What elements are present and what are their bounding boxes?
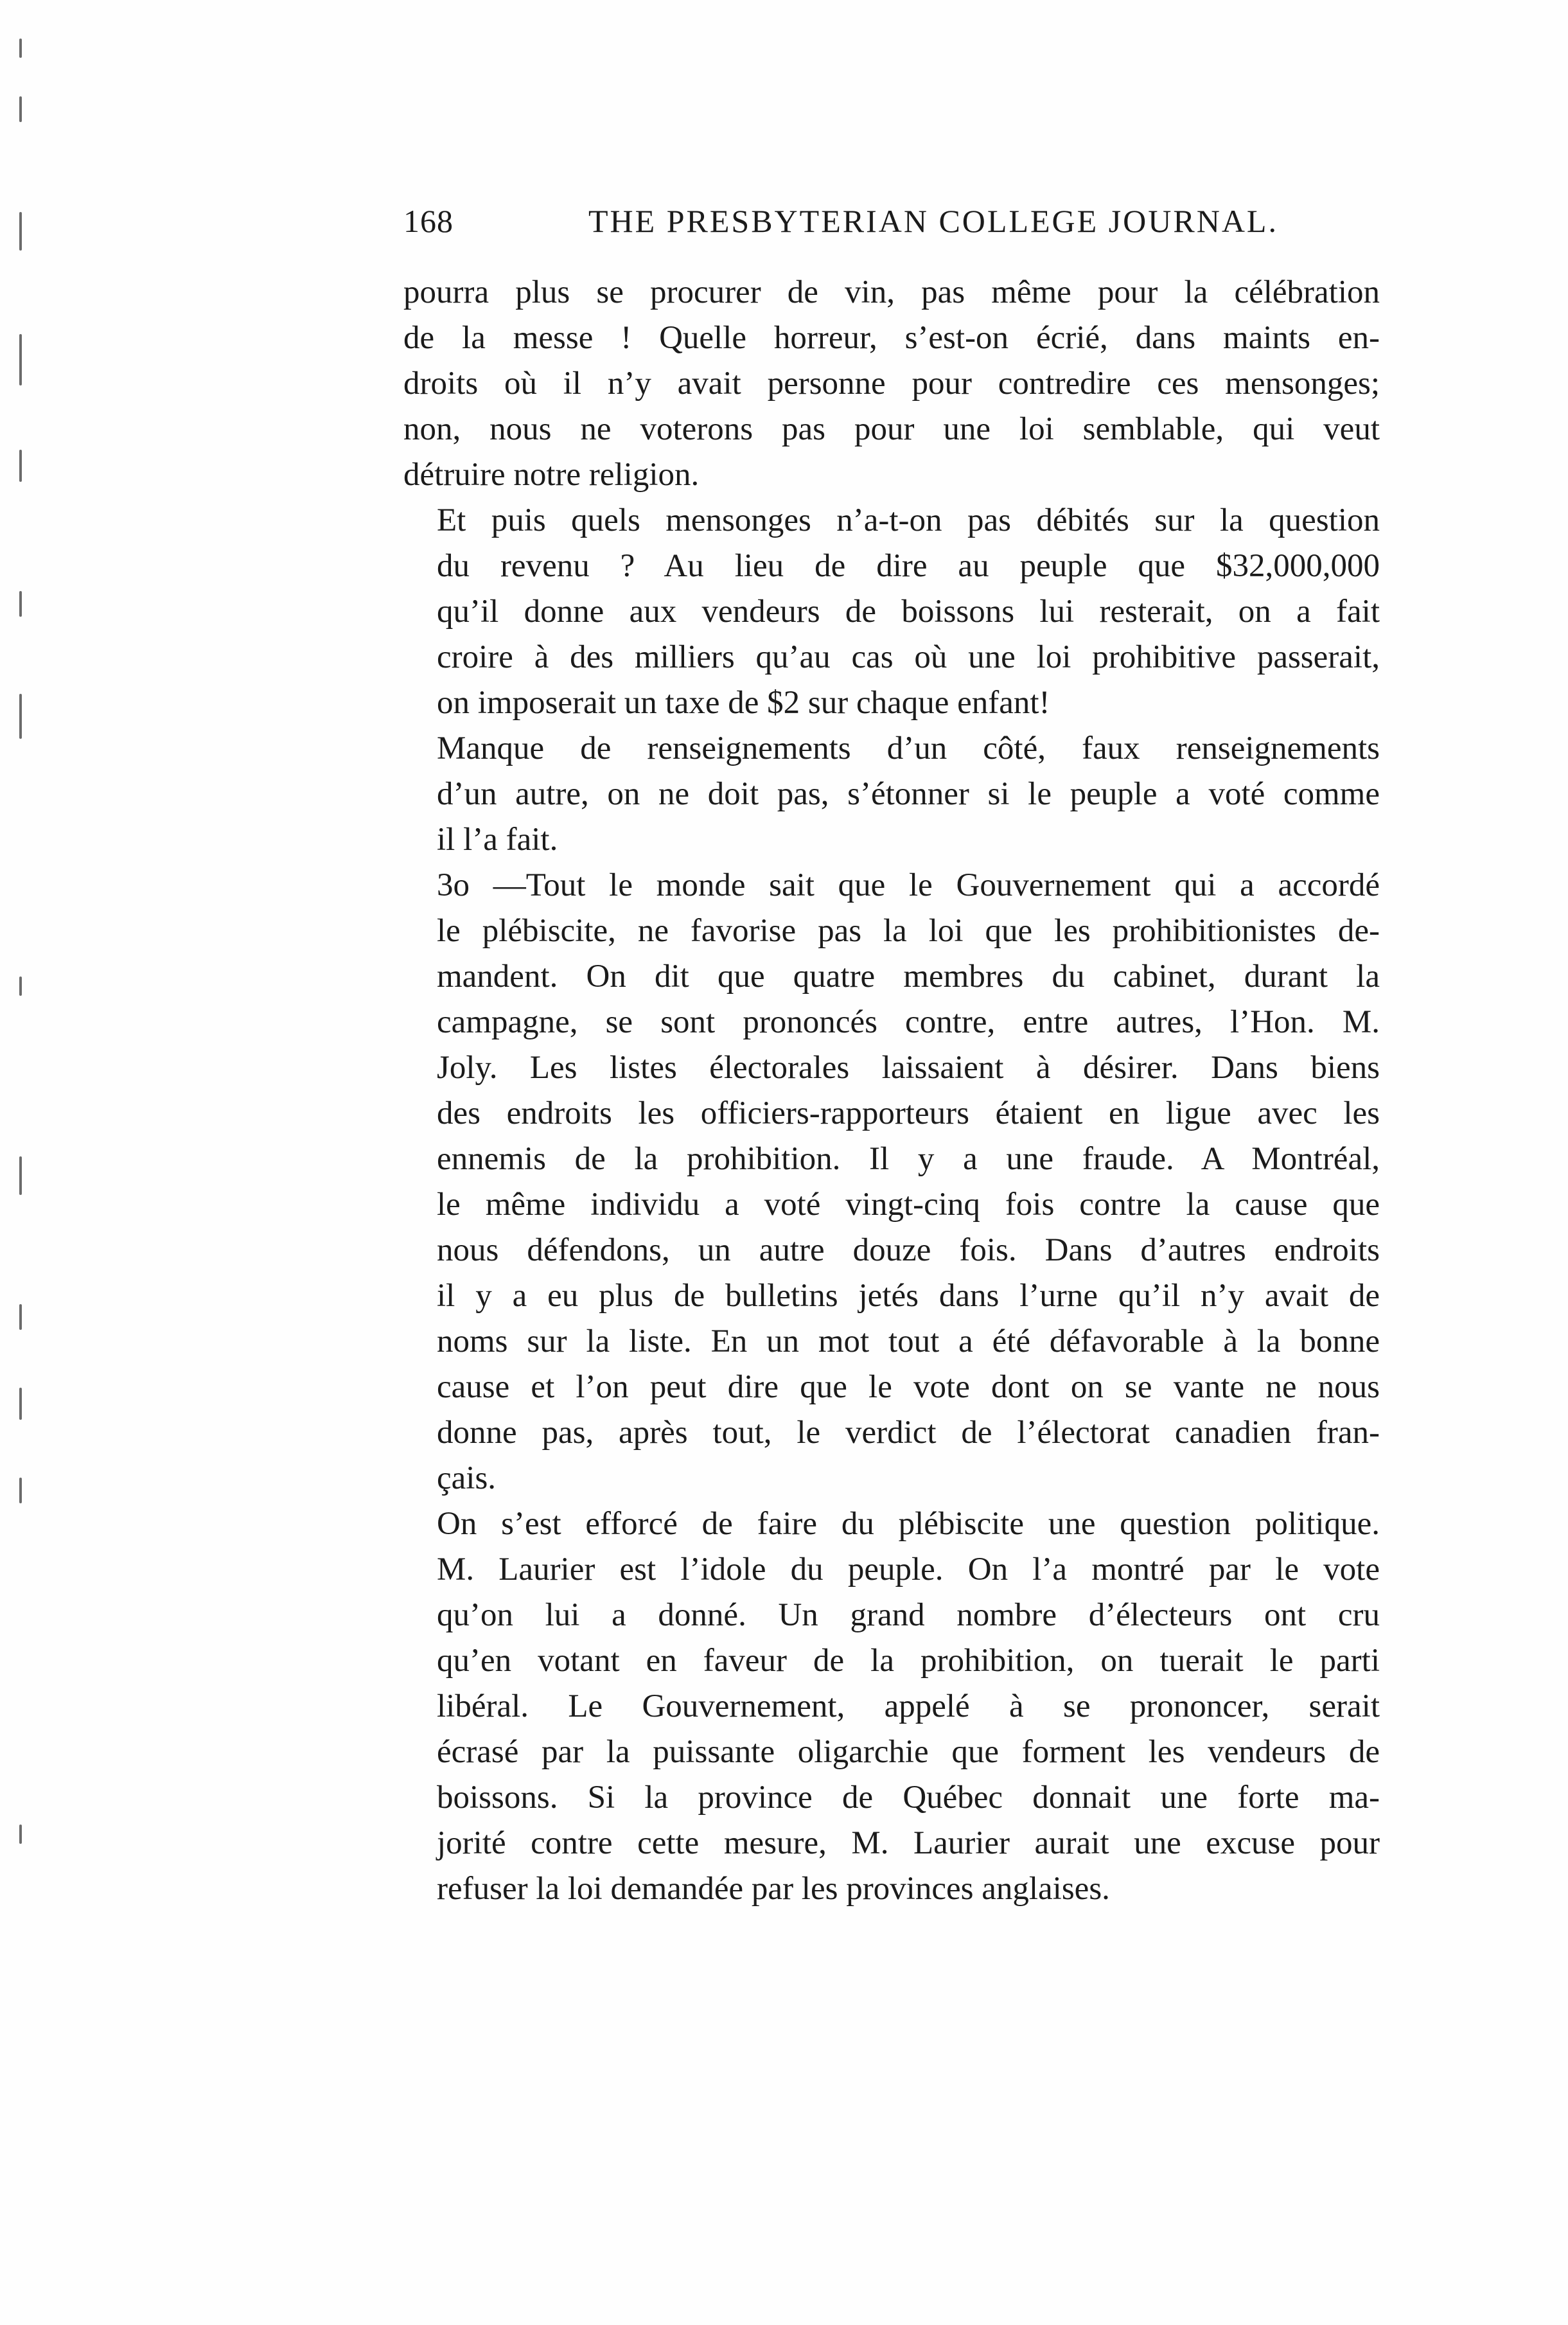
text-line: M. Laurier est l’idole du peuple. On l’a montré par le vote (437, 1551, 1380, 1587)
paragraph (403, 863, 1380, 1501)
text-line: droits où il n’y avait personne pour contredire ces mensonges; (403, 366, 1380, 402)
scan-speck (19, 39, 22, 58)
text-line: jorité contre cette mesure, M. Laurier aurait une excuse pour (437, 1825, 1380, 1861)
scan-speck (19, 450, 22, 482)
text-line: non, nous ne voterons pas pour une loi semblable, qui veut (403, 411, 1380, 447)
scan-speck (19, 591, 22, 617)
text-line: de la messe ! Quelle horreur, s’est-on écrié, dans maints en- (403, 320, 1380, 356)
scan-speck (19, 1825, 22, 1844)
scan-speck (19, 1388, 22, 1420)
scan-speck (19, 334, 22, 385)
text-line: donne pas, après tout, le verdict de l’électorat canadien fran- (437, 1415, 1380, 1451)
text-line: d’un autre, on ne doit pas, s’étonner si le peuple a voté comme (437, 776, 1380, 812)
text-line: détruire notre religion. (403, 457, 700, 493)
text-line: campagne, se sont prononcés contre, entre autres, l’Hon. M. (437, 1004, 1380, 1040)
page-number: 168 (403, 203, 454, 239)
text-line: croire à des milliers qu’au cas où une loi prohibitive passerait, (437, 639, 1380, 675)
text-line: boissons. Si la province de Québec donnait une forte ma- (437, 1780, 1380, 1816)
text-line: cause et l’on peut dire que le vote dont on se vante ne nous (437, 1369, 1380, 1405)
text-line: 3o —Tout le monde sait que le Gouvernement qui a accordé (437, 867, 1380, 903)
text-line: qu’on lui a donné. Un grand nombre d’électeurs ont cru (437, 1597, 1380, 1633)
text-line: le plébiscite, ne favorise pas la loi que les prohibitionistes de- (437, 913, 1380, 949)
text-line: qu’il donne aux vendeurs de boissons lui resterait, on a fait (437, 594, 1380, 630)
text-line: qu’en votant en faveur de la prohibition, on tuerait le parti (437, 1643, 1380, 1679)
text-line: On s’est efforcé de faire du plébiscite une question politique. (437, 1506, 1380, 1542)
scan-speck (19, 977, 22, 996)
paragraph (403, 498, 1380, 726)
text-line: Joly. Les listes électorales laissaient à désirer. Dans biens (437, 1050, 1380, 1086)
text-line: du revenu ? Au lieu de dire au peuple que $32,000,000 (437, 548, 1380, 584)
text-line: refuser la loi demandée par les provinces anglaises. (437, 1871, 1110, 1907)
paragraph (403, 270, 1380, 498)
text-line: on imposerait un taxe de $2 sur chaque enfant! (437, 685, 1050, 721)
scan-speck (19, 96, 22, 122)
scan-speck (19, 1304, 22, 1330)
text-line: pourra plus se procurer de vin, pas même pour la célébration (403, 274, 1380, 310)
text-line: écrasé par la puissante oligarchie que forment les vendeurs de (437, 1734, 1380, 1770)
text-line: il l’a fait. (437, 822, 558, 858)
text-line: çais. (437, 1460, 497, 1496)
text-line: nous défendons, un autre douze fois. Dans d’autres endroits (437, 1232, 1380, 1268)
text-line: il y a eu plus de bulletins jetés dans l’urne qu’il n’y avait de (437, 1278, 1380, 1314)
text-line: Manque de renseignements d’un côté, faux renseignements (437, 730, 1380, 766)
paragraph (403, 1501, 1380, 1912)
text-line: libéral. Le Gouvernement, appelé à se prononcer, serait (437, 1688, 1380, 1724)
text-line: mandent. On dit que quatre membres du cabinet, durant la (437, 959, 1380, 995)
scan-margin-artifacts (19, 0, 45, 2325)
journal-title: THE PRESBYTERIAN COLLEGE JOURNAL. (588, 203, 1278, 239)
running-head (403, 202, 1380, 247)
text-line: des endroits les officiers-rapporteurs étaient en ligue avec les (437, 1095, 1380, 1131)
text-line: Et puis quels mensonges n’a-t-on pas débités sur la question (437, 502, 1380, 538)
paragraph (403, 726, 1380, 863)
scan-speck (19, 1156, 22, 1195)
text-line: noms sur la liste. En un mot tout a été défavorable à la bonne (437, 1323, 1380, 1359)
body-text (403, 270, 1380, 1912)
scan-speck (19, 694, 22, 739)
scan-speck (19, 212, 22, 251)
text-line: le même individu a voté vingt-cinq fois contre la cause que (437, 1187, 1380, 1223)
text-line: ennemis de la prohibition. Il y a une fraude. A Montréal, (437, 1141, 1380, 1177)
scan-speck (19, 1478, 22, 1503)
